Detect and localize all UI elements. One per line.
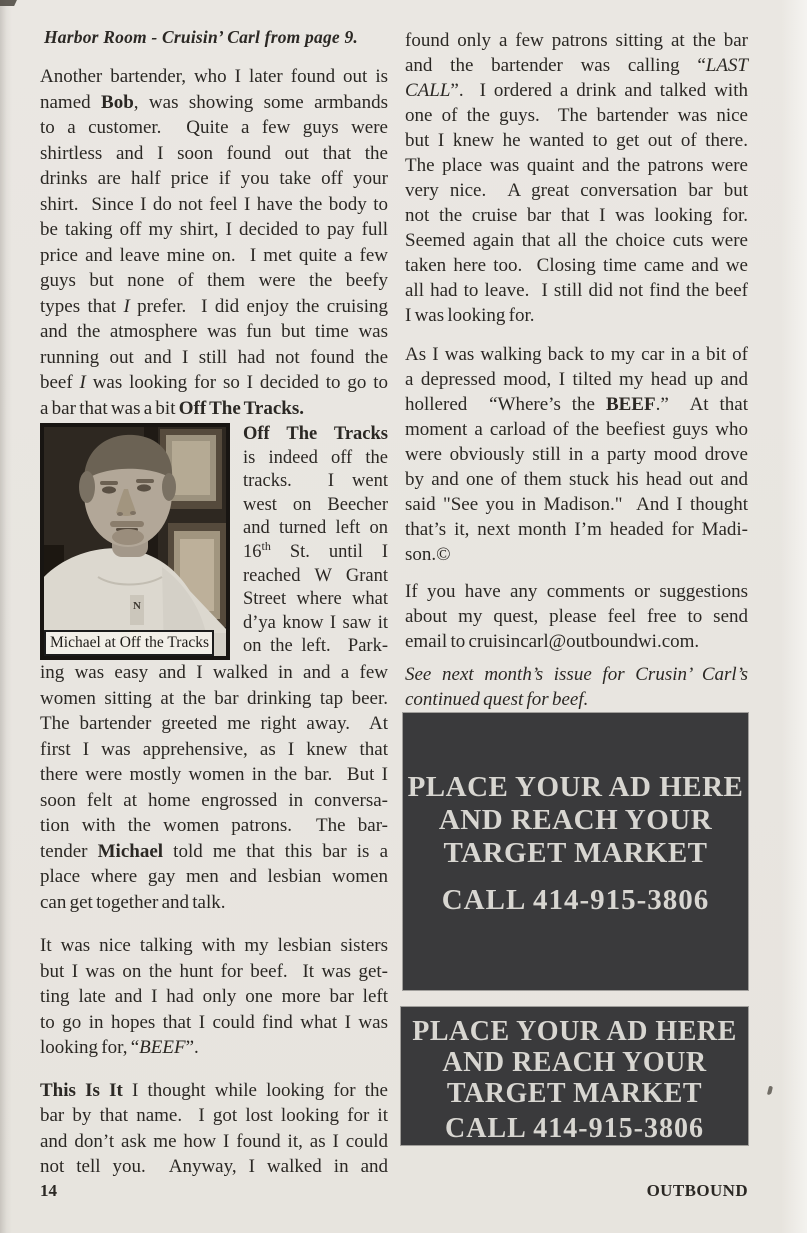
- text-line: there were mostly women in the bar. But I: [40, 764, 388, 785]
- photo-caption: Michael at Off the Tracks: [44, 630, 214, 656]
- text-line: named Bob, was showing some armbands: [40, 91, 388, 113]
- text-line: by and one of them stuck his head out and: [405, 469, 748, 490]
- text-line: were obviously still in a party mood drove: [405, 444, 748, 465]
- text-line: I was looking for.: [405, 305, 535, 326]
- text-line: tracks. I went: [243, 471, 388, 492]
- text-line: The place was quaint and the patrons were: [405, 155, 748, 176]
- text-line: found only a few patrons sitting at the bar: [405, 30, 748, 51]
- text-line: beef I was looking for so I decided to go to: [40, 372, 388, 393]
- text-line: said "See you in Madison." And I thought: [405, 494, 748, 515]
- scan-edge-artifact: [0, 0, 12, 1233]
- ad-placeholder-bottom: [401, 1007, 748, 1145]
- text-line: 16th St. until I: [243, 538, 388, 562]
- text-line: See next month’s issue for Crusin’ Carl’s: [405, 664, 748, 685]
- text-line: reached W Grant: [243, 565, 388, 586]
- text-line: west on Beecher: [243, 494, 388, 515]
- scan-speck-artifact: [767, 1086, 773, 1096]
- text-line: but I knew he wanted to get out of there.: [405, 130, 748, 151]
- text-line: and the atmosphere was fun but time was: [40, 321, 388, 342]
- text-line: guys but none of them were the beefy: [40, 270, 388, 291]
- text-line: The bartender greeted me right away. At: [40, 713, 388, 734]
- text-line: women sitting at the bar drinking tap beer.: [40, 687, 388, 709]
- text-line: be taking off my shirt, I decided to pay full: [40, 219, 388, 240]
- paragraph: [40, 64, 388, 421]
- text-line: If you have any comments or suggestions: [405, 581, 748, 602]
- text-line: a bar that was a bit Off The Tracks.: [40, 397, 304, 419]
- text-line: and turned left on: [243, 518, 388, 539]
- text-line: bar by that name. I got lost looking for it: [40, 1105, 388, 1126]
- text-line: moment a carload of the beefiest guys who: [405, 419, 748, 440]
- article-continuation-header: Harbor Room - Cruisin’ Carl from page 9.: [44, 27, 358, 47]
- text-line: ing was easy and I walked in and a few: [40, 662, 388, 683]
- paragraph: [40, 933, 388, 1061]
- text-line: shirtless and I soon found out that the: [40, 142, 388, 164]
- text-line: and the bartender was calling “LAST: [405, 55, 748, 76]
- paragraph: [405, 579, 748, 654]
- paragraph-beside-photo: [243, 423, 388, 660]
- text-line: on the left. Park-: [243, 636, 388, 657]
- text-line: types that I prefer. I did enjoy the cruising: [40, 295, 388, 317]
- ad-line: TARGET MARKET: [443, 837, 708, 869]
- photo-and-wrap-text: [40, 423, 388, 660]
- text-line: continued quest for beef.: [405, 689, 589, 710]
- text-line: CALL”. I ordered a drink and talked with: [405, 80, 748, 101]
- photo-michael: [40, 423, 230, 660]
- text-line: looking for, “BEEF”.: [40, 1037, 199, 1058]
- text-line: a depressed mood, I tilted my head up and: [405, 369, 748, 390]
- ad-phone-number: CALL 414-915-3806: [441, 884, 710, 916]
- text-line: As I was walking back to my car in a bit of: [405, 344, 748, 365]
- text-line: place where gay men and lesbian women: [40, 866, 388, 887]
- text-line: hollered “Where’s the BEEF.” At that: [405, 394, 748, 415]
- left-column: [40, 64, 388, 1180]
- text-line: d’ya know I saw it: [243, 612, 388, 633]
- ad-phone-number: CALL 414-915-3806: [445, 1113, 704, 1144]
- ad-line: PLACE YOUR AD HERE: [412, 1016, 737, 1047]
- paragraph: [40, 660, 388, 915]
- text-line: email to cruisincarl@outboundwi.com.: [405, 631, 700, 652]
- text-line: to a customer. Quite a few guys were: [40, 117, 388, 138]
- text-line: drinks are half price if you take off your: [40, 168, 388, 189]
- scan-corner-mark: [0, 0, 18, 6]
- text-line: It was nice talking with my lesbian sisters: [40, 935, 388, 956]
- ad-placeholder-top: [403, 713, 748, 990]
- shirt-logo-letter: N: [133, 600, 141, 612]
- text-line: and don’t ask me how I found it, as I could: [40, 1130, 388, 1152]
- text-line: soon felt at home engrossed in conversa-: [40, 789, 388, 811]
- magazine-name: OUTBOUND: [646, 1181, 748, 1200]
- text-line: Off The Tracks: [243, 424, 388, 444]
- paragraph: [405, 28, 748, 328]
- photo-illustration: [44, 427, 226, 656]
- text-line: but I was on the hunt for beef. It was get-: [40, 960, 388, 982]
- text-line: all had to leave. I still did not find the beef: [405, 280, 748, 301]
- ad-line: PLACE YOUR AD HERE: [407, 771, 744, 803]
- text-line: shirt. Since I do not feel I have the body to: [40, 193, 388, 215]
- text-line: one of the guys. The bartender was nice: [405, 105, 748, 126]
- text-line: Seemed again that all the choice cuts were: [405, 230, 748, 251]
- text-line: Another bartender, who I later found out is: [40, 66, 388, 87]
- text-line: son.©: [405, 544, 451, 565]
- text-line: can get together and talk.: [40, 891, 226, 913]
- text-line: is indeed off the: [243, 447, 388, 468]
- text-line: price and leave mine on. I met quite a few: [40, 244, 388, 266]
- text-line: very nice. A great conversation bar but: [405, 180, 748, 201]
- text-line: tion with the women patrons. The bar-: [40, 815, 388, 836]
- text-line: not the cruise bar that I was looking for.: [405, 205, 748, 226]
- text-line: taken here too. Closing time came and we: [405, 255, 748, 276]
- ad-line: AND REACH YOUR: [442, 1047, 707, 1078]
- text-line: running out and I still had not found the: [40, 346, 388, 368]
- paragraph: [40, 1078, 388, 1180]
- text-line: about my quest, please feel free to send: [405, 606, 748, 627]
- text-line: that’s it, next month I’m headed for Madi-: [405, 519, 748, 540]
- paragraph-teaser: [405, 662, 748, 712]
- ad-line: TARGET MARKET: [446, 1078, 703, 1109]
- text-line: Street where what: [243, 589, 388, 610]
- text-line: ting late and I had only one more bar left: [40, 986, 388, 1007]
- text-line: not tell you. Anyway, I walked in and: [40, 1156, 388, 1177]
- text-line: first I was apprehensive, as I knew that: [40, 738, 388, 760]
- ad-line: AND REACH YOUR: [438, 804, 713, 836]
- text-line: to go in hopes that I could find what I was: [40, 1011, 388, 1033]
- text-line: tender Michael told me that this bar is a: [40, 840, 388, 862]
- paragraph: [405, 342, 748, 567]
- page-number: 14: [40, 1181, 57, 1200]
- right-column: [405, 28, 748, 712]
- text-line: This Is It I thought while looking for the: [40, 1079, 388, 1101]
